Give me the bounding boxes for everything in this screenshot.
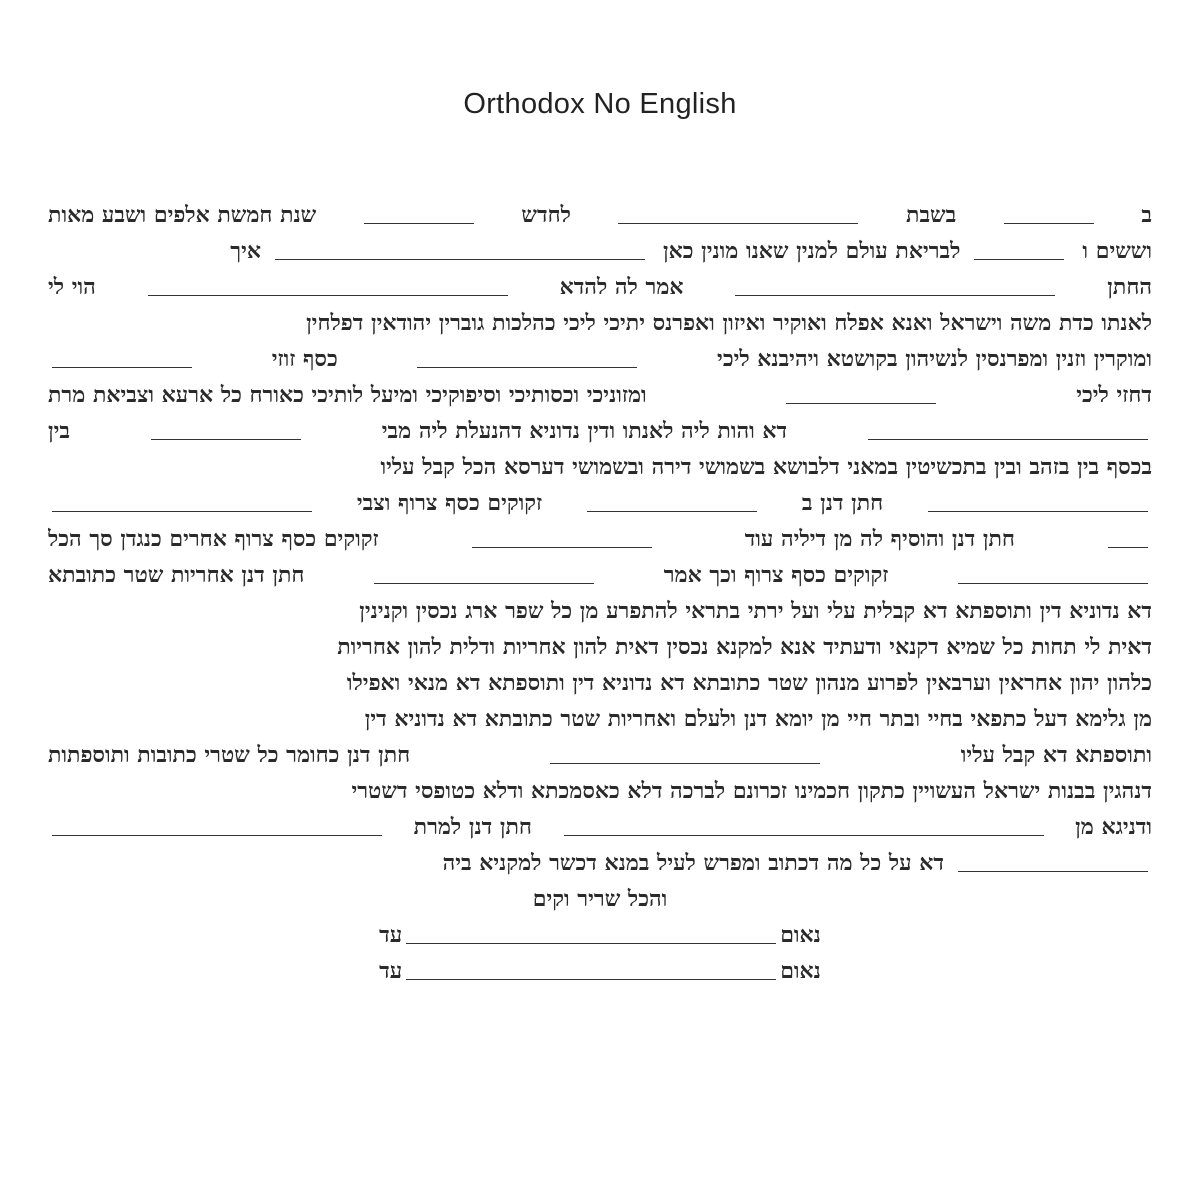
blank-day-field[interactable] (1004, 199, 1094, 224)
text-segment: דא נדוניא דין ותוספתא דא קבלית עלי ועל ירתי בתראי להתפרע מן כל שפר ארג נכסין וקנינין (359, 598, 1152, 624)
text-line-1 (48, 194, 1152, 230)
blank-groom-field[interactable] (928, 487, 1148, 512)
blank-year-field[interactable] (974, 235, 1064, 260)
text-line-19 (48, 842, 1152, 878)
witness-signature-field-1[interactable] (406, 919, 776, 944)
blank-location-field[interactable] (275, 235, 645, 260)
text-segment: זקוקים כסף צרוף וצבי (356, 490, 543, 516)
text-segment: בשבת (906, 202, 957, 228)
text-line-5 (48, 338, 1152, 374)
text-segment: לחדש (521, 202, 571, 228)
witness-signature-field-2[interactable] (406, 955, 776, 980)
text-segment: ומזוניכי וכסותיכי וסיפוקיכי ומיעל לותיכי כאורח כל ארעא וצביאת מרת (48, 382, 647, 408)
text-line-17 (48, 770, 1152, 806)
text-line-20 (48, 878, 1152, 914)
text-line-16 (48, 734, 1152, 770)
text-segment: כסף זוזי (271, 346, 338, 372)
text-line-15 (48, 698, 1152, 734)
blank-zuzim-field[interactable] (52, 343, 192, 368)
text-segment: וששים ו (1082, 238, 1152, 264)
text-segment: ותוספתא דא קבל עליו (960, 742, 1152, 768)
blank-final-bride-field[interactable] (958, 847, 1148, 872)
text-line-18 (48, 806, 1152, 842)
text-line-10 (48, 518, 1152, 554)
text-line-12 (48, 590, 1152, 626)
text-line-13 (48, 626, 1152, 662)
text-segment: חתן דנן ב (801, 490, 884, 516)
blank-mohar-field[interactable] (417, 343, 637, 368)
text-segment: לבריאת עולם למנין שאנו מונין כאן (662, 238, 961, 264)
witness-label: נאום (780, 958, 821, 984)
text-line-6 (48, 374, 1152, 410)
text-segment: דאית לי תחות כל שמיא דקנאי ודעתיד אנא למקנא נכסין דאית להון אחריות ודלית להון אחריות (337, 634, 1152, 660)
blank-groom-name-field[interactable] (735, 271, 1055, 296)
text-segment: לאנתו כדת משה וישראל ואנא אפלח ואוקיר ואיזון ואפרנס יתיכי ליכי כהלכות גוברין יהודאין דפלחין (306, 310, 1152, 336)
text-line-11 (48, 554, 1152, 590)
text-segment: דא על כל מה דכתוב ומפרש לעיל במנא דכשר למקניא ביה (442, 850, 944, 876)
blank-amount-field[interactable] (786, 379, 936, 404)
blank-desire-field[interactable] (52, 487, 312, 512)
text-segment: החתן (1107, 274, 1152, 300)
blank-father-house-field[interactable] (151, 415, 301, 440)
text-segment: חתן דנן למרת (413, 814, 532, 840)
text-segment: זקוקים כסף צרוף אחרים כנגדן סך הכל (48, 526, 379, 552)
text-segment: שנת חמשת אלפים ושבע מאות (48, 202, 317, 228)
text-segment: בכסף בין בזהב ובין בתכשיטין במאני דלבושא בשמושי דירה ובשמושי דערסא הכל קבל עליו (380, 454, 1152, 480)
blank-bride-name-field[interactable] (148, 271, 508, 296)
witness-label: עד (379, 922, 403, 948)
text-segment: חתן דנן כחומר כל שטרי כתובות ותוספתות (48, 742, 411, 768)
text-segment: ב (1141, 202, 1152, 228)
text-segment: והכל שריר וקים (532, 886, 668, 912)
text-segment: הוי לי (48, 274, 96, 300)
text-segment: דא והות ליה לאנתו ודין נדוניא דהנעלת ליה מבי (381, 418, 788, 444)
text-segment: מן גלימא דעל כתפאי בחיי ובתר חיי מן יומא דנן ולעלם ואחריות שטר כתובתא דא נדוניא דין (364, 706, 1152, 732)
blank-month-field[interactable] (364, 199, 474, 224)
text-segment: זקוקים כסף צרוף וכך אמר (663, 562, 889, 588)
blank-additional-amount-field[interactable] (472, 523, 652, 548)
witness-line-2 (48, 950, 1152, 986)
blank-dowry-amount-field[interactable] (587, 487, 757, 512)
blank-to-bride-field[interactable] (52, 811, 382, 836)
text-segment: חתן דנן אחריות שטר כתובתא (48, 562, 305, 588)
blank-acquired-from-field[interactable] (564, 811, 1044, 836)
blank-groom-said-field[interactable] (374, 559, 594, 584)
text-line-9 (48, 482, 1152, 518)
witness-line-1 (48, 914, 1152, 950)
text-segment: חתן דנן והוסיף לה מן דיליה עוד (744, 526, 1015, 552)
text-segment: ומוקרין וזנין ומפרנסין לנשיהון בקושטא ויהיבנא ליכי (717, 346, 1152, 372)
blank-short-field[interactable] (1108, 523, 1148, 548)
text-segment: דחזי ליכי (1076, 382, 1152, 408)
ketubah-text (48, 194, 1152, 986)
text-segment: אמר לה להדא (559, 274, 684, 300)
text-segment: איך (230, 238, 261, 264)
text-segment: כלהון יהון אחראין וערבאין לפרוע מנהון שטר כתובתא דא נדוניא דין ותוספתא דא מנאי ואפילו (346, 670, 1152, 696)
blank-total-field[interactable] (958, 559, 1148, 584)
text-line-8 (48, 446, 1152, 482)
text-segment: ודניגא מן (1075, 814, 1152, 840)
witness-label: נאום (780, 922, 821, 948)
blank-groom-accepted-field[interactable] (550, 739, 820, 764)
page-title: Orthodox No English (463, 88, 737, 120)
text-line-4 (48, 302, 1152, 338)
text-segment: דנהגין בבנות ישראל העשויין כתקון חכמינו זכרונם לברכה דלא כאסמכתא ודלא כטופסי דשטרי (351, 778, 1152, 804)
witness-label: עד (379, 958, 403, 984)
text-line-7 (48, 410, 1152, 446)
blank-bride-field[interactable] (868, 415, 1148, 440)
blank-day-of-month-field[interactable] (618, 199, 858, 224)
text-segment: בין (48, 418, 70, 444)
text-line-3 (48, 266, 1152, 302)
text-line-2 (48, 230, 1152, 266)
text-line-14 (48, 662, 1152, 698)
